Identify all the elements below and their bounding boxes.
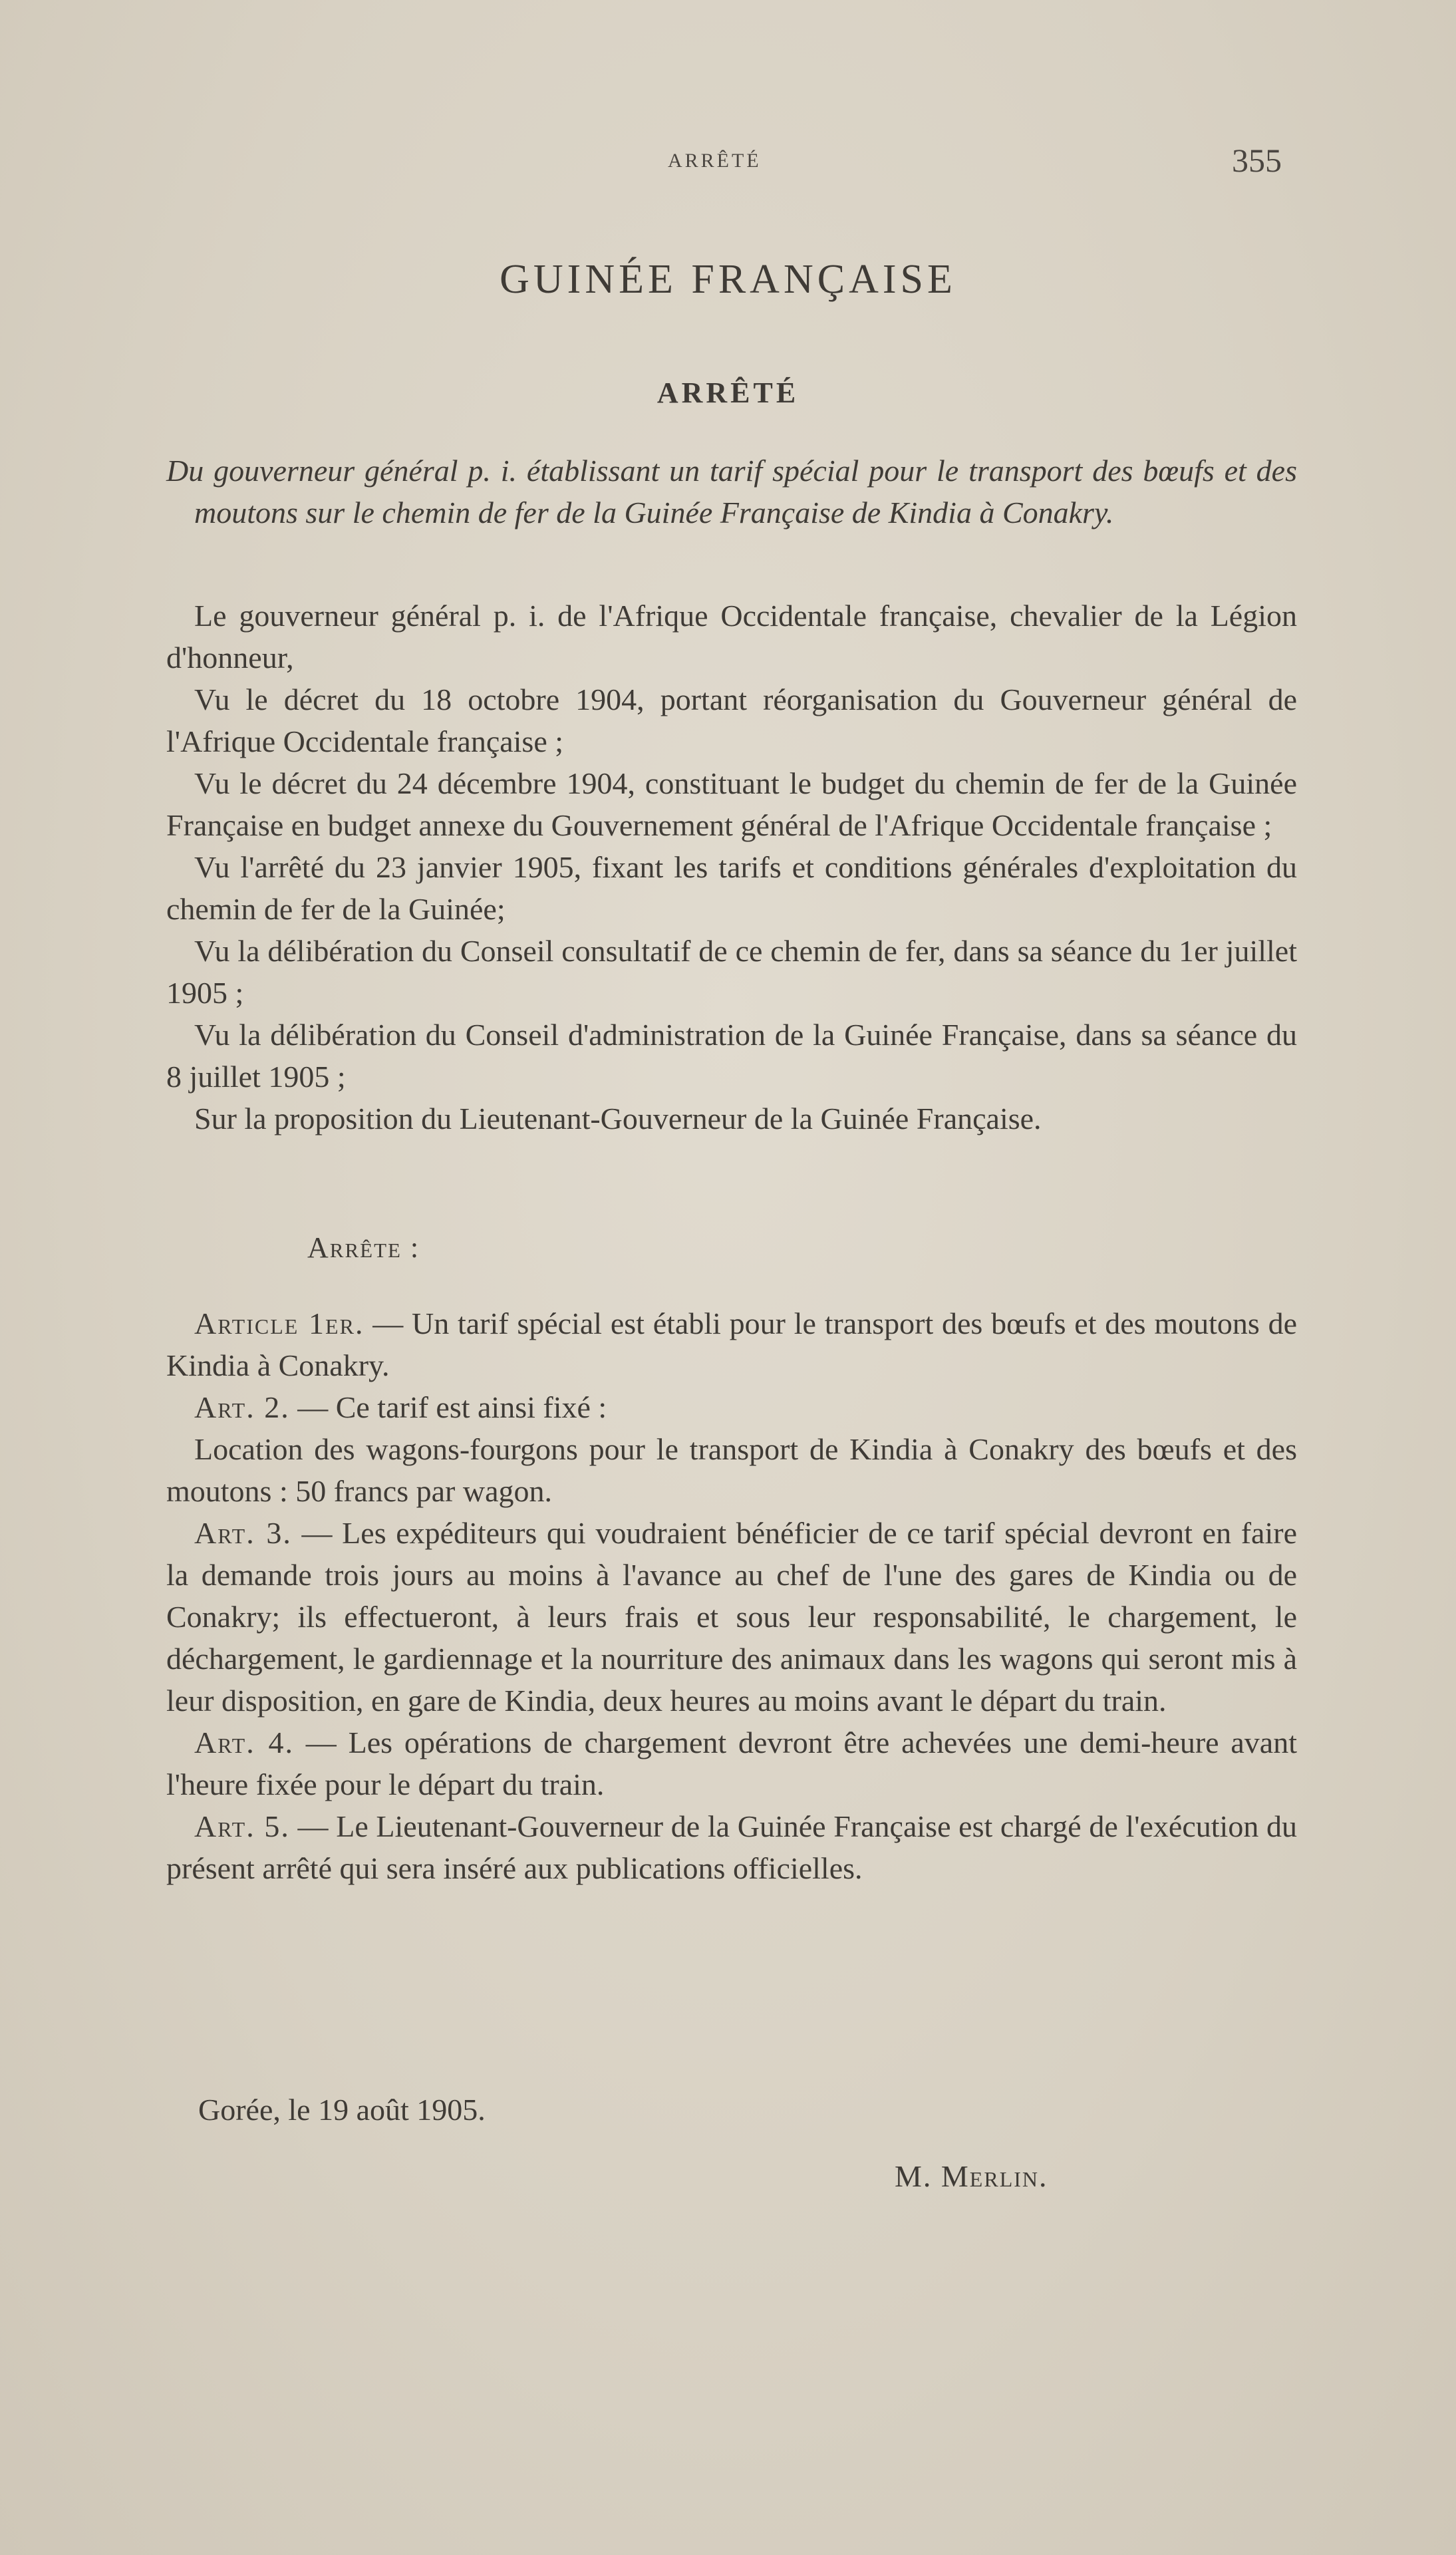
preamble-paragraph: Vu l'arrêté du 23 janvier 1905, fixant les tarifs et conditions générales d'exploitation du chemin de fer de la Guinée; <box>166 850 1297 926</box>
article-text: — Les expéditeurs qui voudraient bénéficier de ce tarif spécial devront en faire la demande trois jours au moins à l'avance au chef de l'une des gares de Kindia ou de Conakry; ils effectueront, à leurs frais et sous leur responsabilité, le chargement, le déchargement, le gardiennage et la nourriture des animaux dans les wagons qui seront mis à leur disposition, en gare de Kindia, deux heures au moins avant le départ du train. <box>166 1516 1297 1718</box>
article-text: — Un tarif spécial est établi pour le transport des bœufs et des moutons de Kindia à Conakry. <box>166 1306 1297 1382</box>
preamble <box>166 595 1297 1139</box>
article-3 <box>166 1512 1297 1722</box>
preamble-paragraph: Vu la délibération du Conseil consultatif de ce chemin de fer, dans sa séance du 1er juillet 1905 ; <box>166 934 1297 1010</box>
article-text: — Les opérations de chargement devront être achevées une demi-heure avant l'heure fixée pour le départ du train. <box>166 1726 1297 1801</box>
article-label: Article 1er. <box>194 1306 364 1340</box>
preamble-paragraph: Sur la proposition du Lieutenant-Gouverneur de la Guinée Française. <box>194 1102 1042 1135</box>
preamble-paragraph: Vu le décret du 24 décembre 1904, constituant le budget du chemin de fer de la Guinée Française en budget annexe du Gouvernement général de l'Afrique Occidentale française ; <box>166 766 1297 842</box>
preamble-paragraph: Le gouverneur général p. i. de l'Afrique Occidentale française, chevalier de la Légion d'honneur, <box>166 599 1297 675</box>
dateline: Gorée, le 19 août 1905. <box>198 2093 486 2127</box>
decree-subtitle <box>166 450 1297 533</box>
page-number: 355 <box>1232 142 1282 179</box>
article-label: Art. 4. <box>194 1726 294 1759</box>
article-label: Art. 3. <box>194 1516 292 1550</box>
preamble-paragraph: Vu le décret du 18 octobre 1904, portant réorganisation du Gouverneur général de l'Afrique Occidentale française ; <box>166 682 1297 758</box>
article-4 <box>166 1722 1297 1805</box>
article-2-tariff <box>166 1428 1297 1512</box>
article-2 <box>166 1386 1297 1428</box>
running-head: ARRÊTÉ <box>668 150 762 172</box>
article-text: Location des wagons-fourgons pour le transport de Kindia à Conakry des bœufs et des moutons : 50 francs par wagon. <box>166 1432 1297 1508</box>
decision-heading: Arrête : <box>307 1231 420 1264</box>
article-text: — Le Lieutenant-Gouverneur de la Guinée Française est chargé de l'exécution du présent arrêté qui sera inséré aux publications officielles. <box>166 1809 1297 1885</box>
article-5 <box>166 1805 1297 1889</box>
colony-title: GUINÉE FRANÇAISE <box>500 257 956 302</box>
article-label: Art. 5. <box>194 1809 290 1843</box>
subtitle-text: Du gouverneur général p. i. établissant un tarif spécial pour le transport des bœufs et des moutons sur le chemin de fer de la Guinée Française de Kindia à Conakry. <box>166 454 1297 529</box>
signature: M. Merlin. <box>895 2159 1048 2193</box>
preamble-paragraph: Vu la délibération du Conseil d'administration de la Guinée Française, dans sa séance du 8 juillet 1905 ; <box>166 1018 1297 1094</box>
article-label: Art. 2. <box>194 1390 290 1424</box>
article-text: — Ce tarif est ainsi fixé : <box>289 1390 607 1424</box>
article-1 <box>166 1302 1297 1386</box>
articles <box>166 1302 1297 1889</box>
act-title: ARRÊTÉ <box>656 376 800 409</box>
